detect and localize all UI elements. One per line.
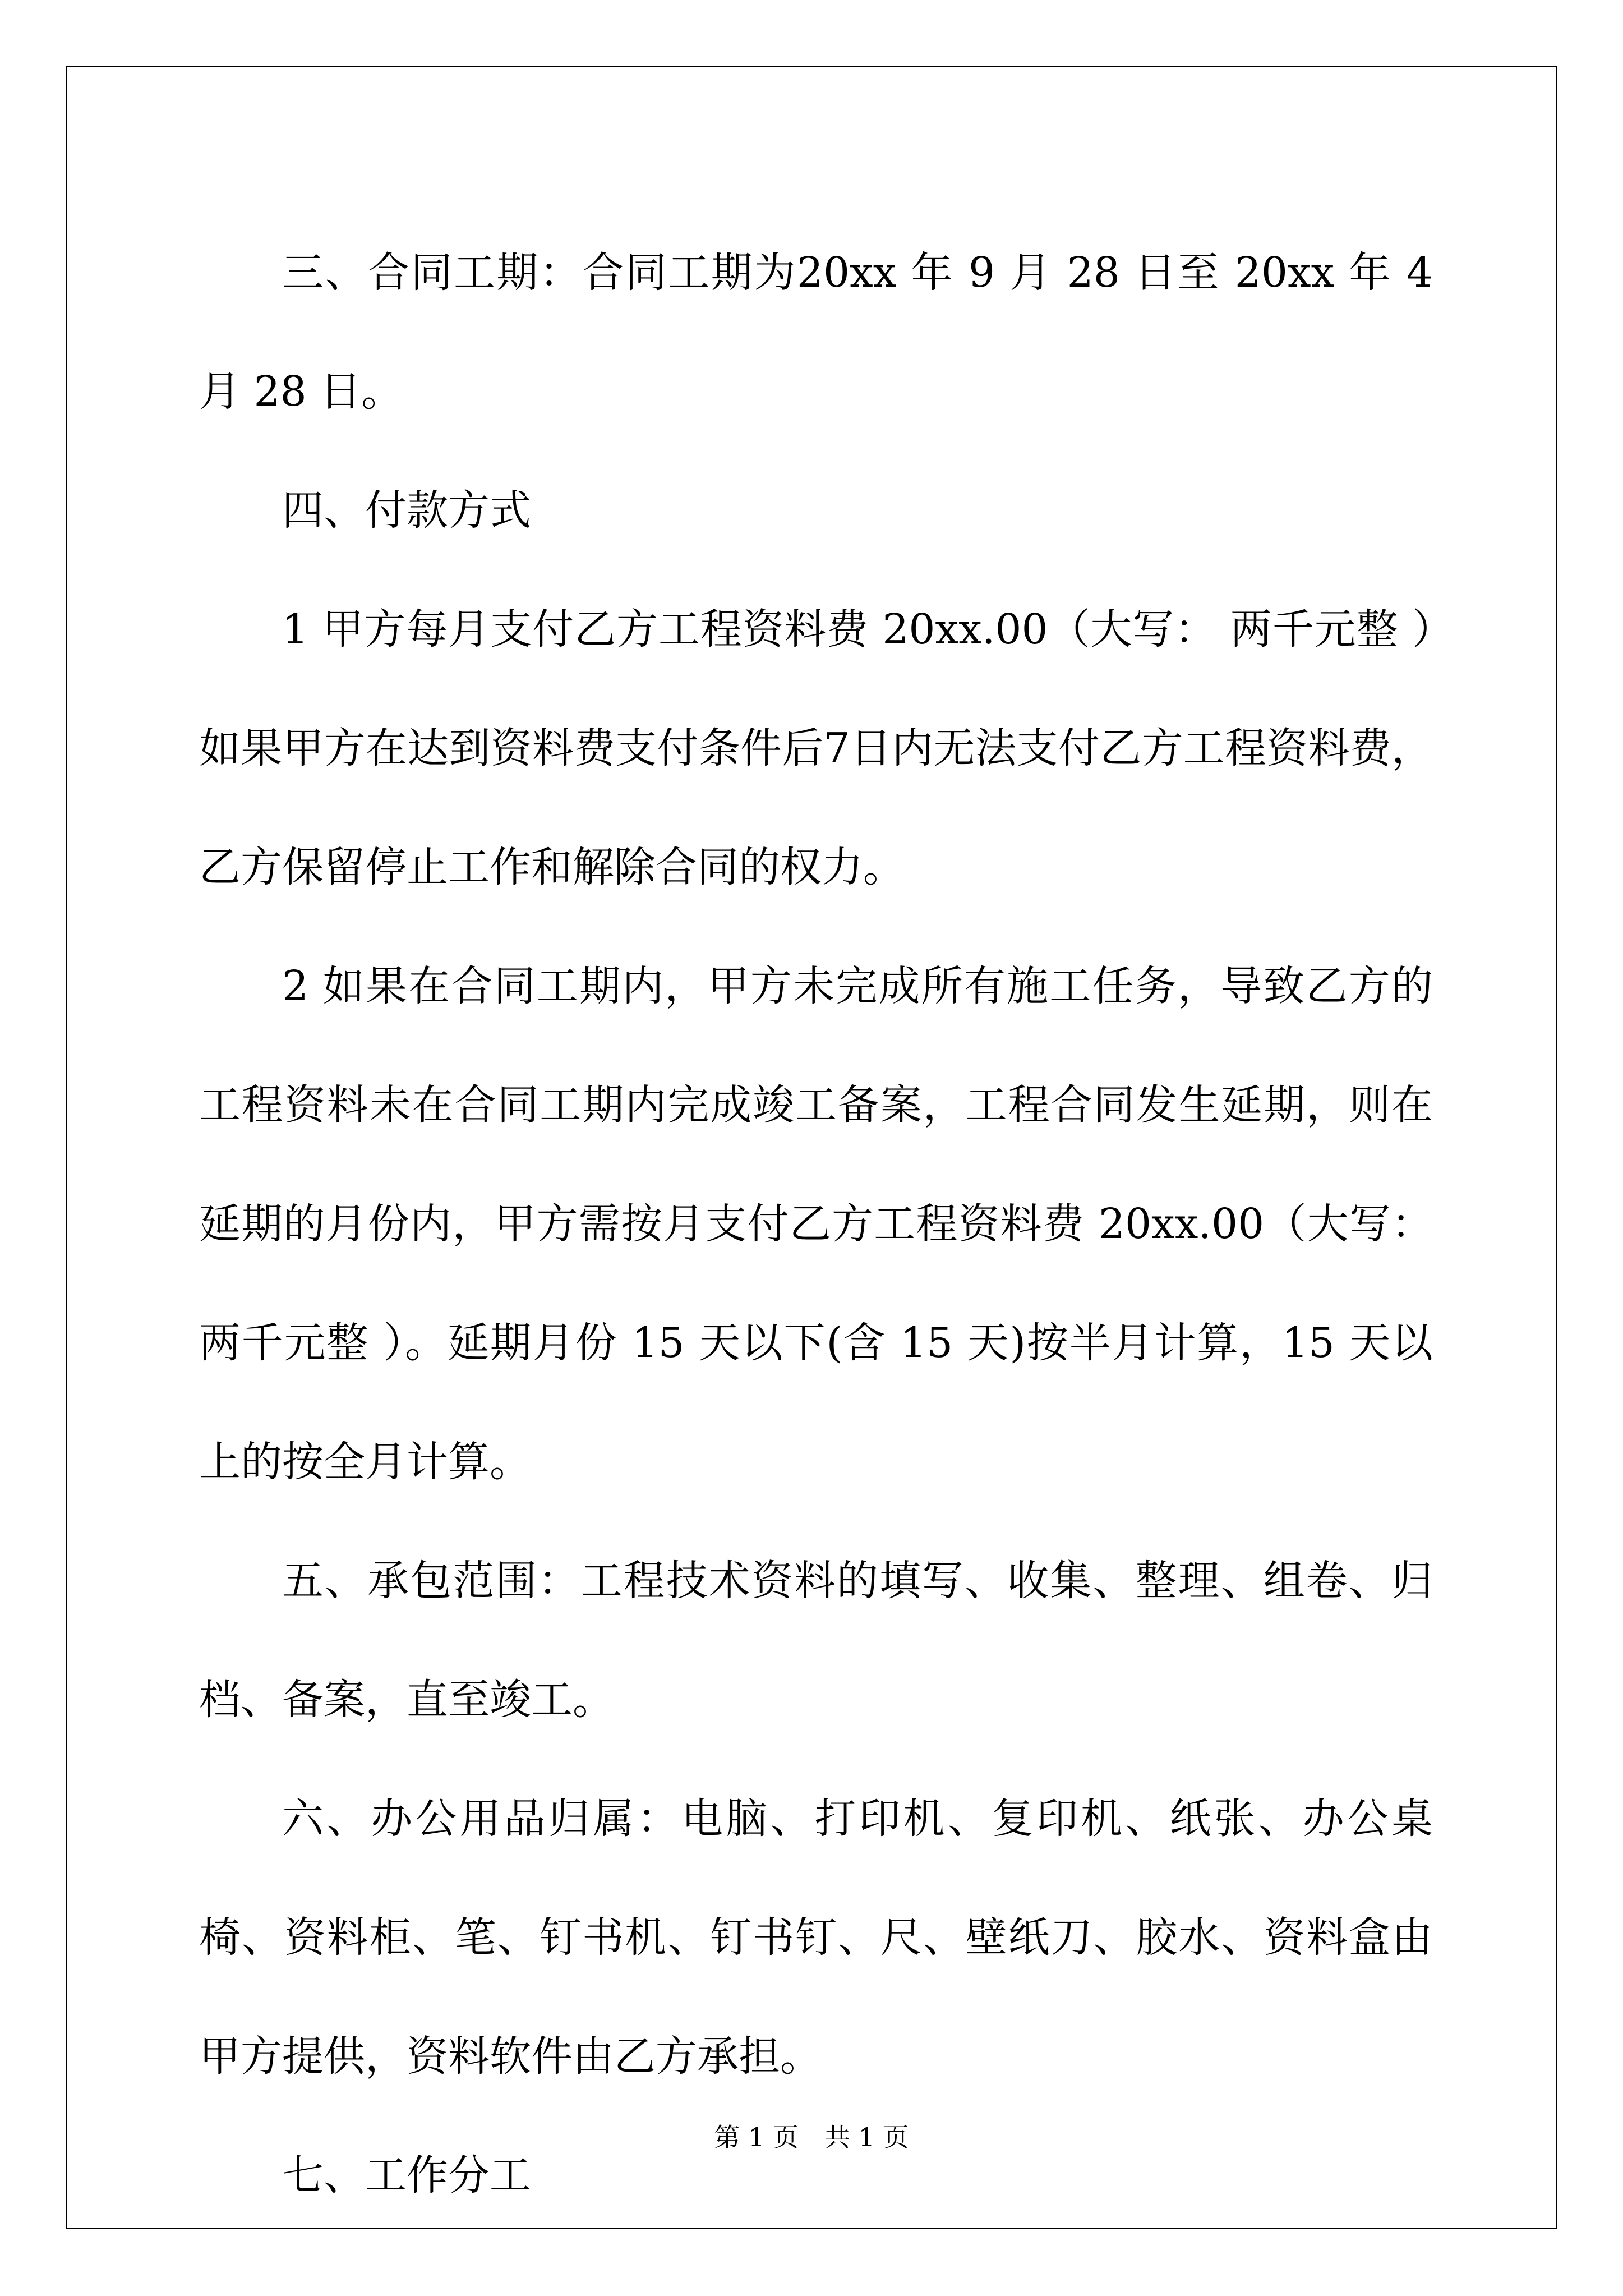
page-footer: 第 1 页 共 1 页 xyxy=(714,2122,909,2152)
paragraph-payment-delay: 2 如果在合同工期内，甲方未完成所有施工任务，导致乙方的工程资料未在合同工期内完成竣工备案，工程合同发生延期，则在延期的月份内，甲方需按月支付乙方工程资料费 20xx.00（大写： 两千元整 ）。延期月份 15 天以下(含 15 天)按半月计算，15 天以上的按全月计算。 xyxy=(199,962,1433,1486)
document-body xyxy=(199,213,1433,2235)
paragraph-payment-monthly: 1 甲方每月支付乙方工程资料费 20xx.00（大写： 两千元整 ）如果甲方在达到资料费支付条件后7日内无法支付乙方工程资料费，乙方保留停止工作和解除合同的权力。 xyxy=(199,605,1433,891)
paragraph-scope: 五、承包范围：工程技术资料的填写、收集、整理、组卷、归档、备案，直至竣工。 xyxy=(199,1557,1433,1724)
paragraph-contract-period: 三、合同工期：合同工期为20xx 年 9 月 28 日至 20xx 年 4 月 28 日。 xyxy=(199,249,1433,416)
paragraph-office-supplies: 六、办公用品归属：电脑、打印机、复印机、纸张、办公桌椅、资料柜、笔、钉书机、钉书钉、尺、壁纸刀、胶水、资料盒由甲方提供，资料软件由乙方承担。 xyxy=(199,1795,1433,2081)
paragraph-division-heading: 七、工作分工 xyxy=(282,2151,531,2200)
paragraph-payment-heading: 四、付款方式 xyxy=(282,486,531,535)
